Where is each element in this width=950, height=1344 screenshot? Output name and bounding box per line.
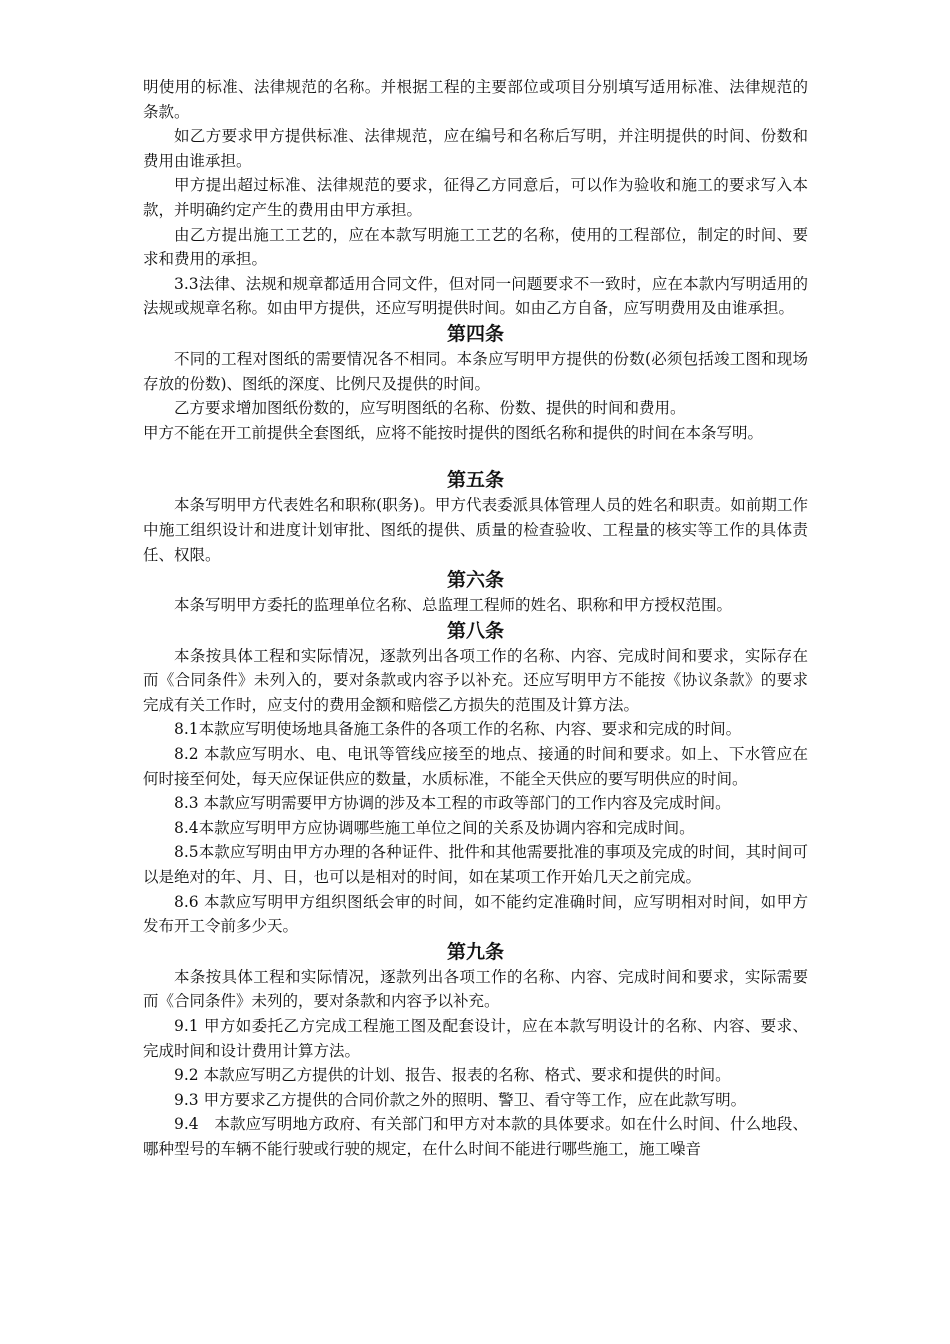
article-4-paragraph-2: 乙方要求增加图纸份数的，应写明图纸的名称、份数、提供的时间和费用。 [174,399,686,418]
clause-8-4: 8.4本款应写明甲方应协调哪些施工单位之间的关系及协调内容和完成时间。 [174,818,695,837]
clause-8-3: 8.3 本款应写明需要甲方协调的涉及本工程的市政等部门的工作内容及完成时间。 [174,794,731,813]
paragraph-construction-process: 由乙方提出施工工艺的，应在本款写明施工工艺的名称，使用的工程部位，制定的时间、要求和费用的承担。 [143,225,808,269]
clause-8-6: 8.6 本款应写明甲方组织图纸会审的时间，如不能约定准确时间，应写明相对时间，如甲方发布开工令前多少天。 [143,892,808,936]
article-6-heading: 第六条 [446,569,504,592]
article-8-heading: 第八条 [446,619,504,642]
article-4-paragraph-1: 不同的工程对图纸的需要情况各不相同。本条应写明甲方提供的份数(必须包括竣工图和现场存放的份数)、图纸的深度、比例尺及提供的时间。 [143,349,808,393]
spacer [143,445,808,467]
clause-8-5: 8.5本款应写明由甲方办理的各种证件、批件和其他需要批准的事项及完成的时间，其时间可以是绝对的年、月、日，也可以是相对的时间，如在某项工作开始几天之前完成。 [143,843,808,887]
article-4-paragraph-3: 甲方不能在开工前提供全套图纸，应将不能按时提供的图纸名称和提供的时间在本条写明。 [143,423,764,442]
article-6-paragraph-1: 本条写明甲方委托的监理单位名称、总监理工程师的姓名、职称和甲方授权范围。 [174,596,733,615]
article-5-paragraph-1: 本条写明甲方代表姓名和职称(职务)。甲方代表委派具体管理人员的姓名和职责。如前期工作中施工组织设计和进度计划审批、图纸的提供、质量的检查验收、工程量的核实等工作的具体责任、权限。 [143,496,808,564]
clause-9-2: 9.2 本款应写明乙方提供的计划、报告、报表的名称、格式、要求和提供的时间。 [174,1066,731,1085]
article-4-heading: 第四条 [446,322,504,345]
paragraph-standards-names: 明使用的标准、法律规范的名称。并根据工程的主要部位或项目分别填写适用标准、法律规范的条款。 [143,78,808,121]
clause-9-1: 9.1 甲方如委托乙方完成工程施工图及配套设计，应在本款写明设计的名称、内容、要求、完成时间和设计费用计算方法。 [143,1017,808,1060]
clause-9-3: 9.3 甲方要求乙方提供的合同价款之外的照明、警卫、看守等工作，应在此款写明。 [174,1090,747,1109]
paragraph-exceed-standards: 甲方提出超过标准、法律规范的要求，征得乙方同意后，可以作为验收和施工的要求写入本款，并明确约定产生的费用由甲方承担。 [143,176,808,219]
document-body [143,75,808,1162]
article-5-heading: 第五条 [446,469,504,492]
article-8-paragraph-1: 本条按具体工程和实际情况，逐款列出各项工作的名称、内容、完成时间和要求，实际存在而《合同条件》未列入的，要对条款或内容予以补充。还应写明甲方不能按《协议条款》的要求完成有关工作时，应支付的费用金额和赔偿乙方损失的范围及计算方法。 [143,646,808,714]
clause-9-4: 9.4 本款应写明地方政府、有关部门和甲方对本款的具体要求。如在什么时间、什么地段、哪种型号的车辆不能行驶或行驶的规定，在什么时间不能进行哪些施工，施工噪音 [143,1115,808,1158]
article-9-paragraph-1: 本条按具体工程和实际情况，逐款列出各项工作的名称、内容、完成时间和要求，实际需要而《合同条件》未列的，要对条款和内容予以补充。 [143,967,808,1011]
article-9-heading: 第九条 [446,940,504,963]
clause-8-2: 8.2 本款应写明水、电、电讯等管线应接至的地点、接通的时间和要求。如上、下水管应在何时接至何处，每天应保证供应的数量，水质标准，不能全天供应的要写明供应的时间。 [143,745,808,788]
paragraph-3-3: 3.3法律、法规和规章都适用合同文件，但对同一问题要求不一致时，应在本款内写明适用的法规或规章名称。如由甲方提供，还应写明提供时间。如由乙方自备，应写明费用及由谁承担。 [143,274,808,318]
clause-8-1: 8.1本款应写明使场地具备施工条件的各项工作的名称、内容、要求和完成的时间。 [174,720,742,739]
paragraph-provide-standards: 如乙方要求甲方提供标准、法律规范，应在编号和名称后写明，并注明提供的时间、份数和费用由谁承担。 [143,127,808,170]
